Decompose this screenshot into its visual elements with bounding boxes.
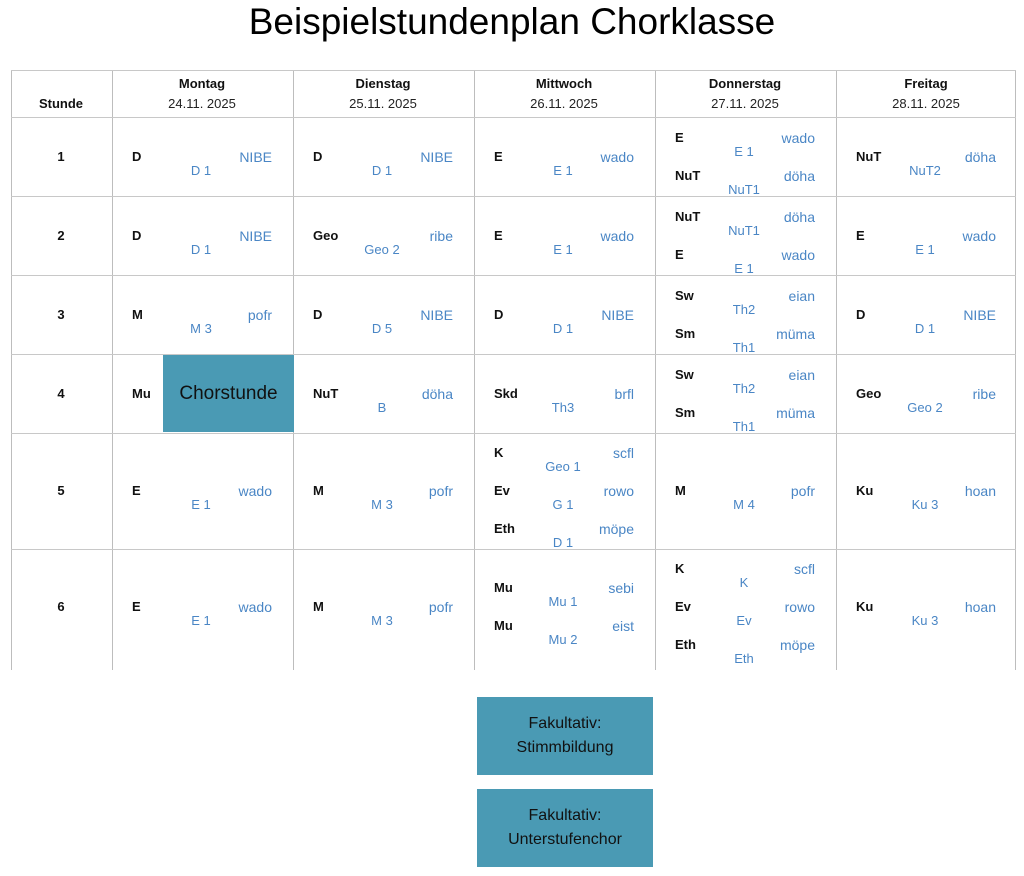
grid-horizontal-line xyxy=(11,117,1016,118)
lesson-room: D 1 xyxy=(552,535,574,550)
lesson-room: B xyxy=(377,399,387,415)
lesson-room: M 3 xyxy=(190,320,212,336)
lesson-subject: Sw xyxy=(675,366,694,382)
grid-horizontal-line xyxy=(11,549,1016,550)
lesson-subject: E xyxy=(132,483,141,498)
lesson-room: D 1 xyxy=(371,162,393,178)
lesson-subject: E xyxy=(494,227,503,243)
lesson-room: G 1 xyxy=(552,497,574,512)
lesson-teacher: rowo xyxy=(603,483,634,499)
day-name-5: Freitag xyxy=(904,76,948,91)
lesson-room: Mu 2 xyxy=(548,632,578,647)
lesson-subject: E xyxy=(675,129,684,145)
hour-number-6: 6 xyxy=(57,599,65,614)
lesson-teacher: sebi xyxy=(608,580,634,596)
day-date-3: 26.11. 2025 xyxy=(530,96,598,111)
lesson-room: E 1 xyxy=(734,260,754,276)
fakultativ-unterstufenchor-line2: Unterstufenchor xyxy=(508,831,622,848)
lesson-room: E 1 xyxy=(191,497,211,512)
lesson-room: K xyxy=(739,575,749,590)
lesson-teacher: pofr xyxy=(790,483,815,499)
lesson-teacher: wado xyxy=(781,246,815,263)
lesson-subject: Geo xyxy=(856,385,882,401)
grid-horizontal-line xyxy=(11,433,1016,434)
lesson-subject: Ev xyxy=(494,483,510,498)
grid-vertical-line xyxy=(655,70,656,670)
lesson-teacher: hoan xyxy=(964,483,996,499)
lesson-room: M 3 xyxy=(371,613,393,628)
grid-vertical-line xyxy=(836,70,837,670)
fakultativ-unterstufenchor-line1: Fakultativ: xyxy=(528,807,602,824)
day-name-1: Montag xyxy=(178,76,226,91)
lesson-teacher: wado xyxy=(238,599,272,615)
lesson-subject: NuT xyxy=(856,148,882,164)
day-date-1: 24.11. 2025 xyxy=(168,96,236,111)
lesson-teacher: scfl xyxy=(794,561,815,577)
lesson-room: M 4 xyxy=(733,497,755,512)
lesson-room: Geo 2 xyxy=(907,399,943,415)
lesson-teacher: NIBE xyxy=(601,306,634,323)
lesson-room: Mu 1 xyxy=(548,594,578,609)
lesson-subject: Mu xyxy=(494,580,513,595)
lesson-teacher: wado xyxy=(962,227,996,244)
lesson-subject: E xyxy=(675,246,684,262)
grid-vertical-line xyxy=(1015,70,1016,670)
grid-vertical-line xyxy=(112,70,113,670)
lesson-teacher: wado xyxy=(600,227,634,244)
lesson-teacher: rowo xyxy=(784,599,815,615)
lesson-subject: E xyxy=(494,148,503,164)
lesson-subject: D xyxy=(132,227,142,243)
lesson-teacher: möpe xyxy=(598,521,634,537)
lesson-room: D 1 xyxy=(914,320,936,336)
lesson-room: E 1 xyxy=(191,613,211,628)
lesson-subject: M xyxy=(313,599,324,614)
fakultativ-stimmbildung-line2: Stimmbildung xyxy=(516,739,614,756)
lesson-teacher: wado xyxy=(781,129,815,146)
lesson-room: NuT1 xyxy=(728,222,760,238)
grid-horizontal-line xyxy=(11,70,1016,71)
lesson-teacher: döha xyxy=(964,148,996,165)
lesson-room: M 3 xyxy=(371,497,393,512)
lesson-subject: Mu xyxy=(494,618,513,633)
header-stunde-label: Stunde xyxy=(38,96,84,111)
lesson-subject: D xyxy=(132,148,142,164)
lesson-room: E 1 xyxy=(553,162,573,178)
day-date-5: 28.11. 2025 xyxy=(892,96,960,111)
lesson-room: E 1 xyxy=(553,241,573,257)
lesson-subject: M xyxy=(132,306,143,322)
lesson-teacher: NIBE xyxy=(239,148,272,165)
lesson-subject: Mu xyxy=(132,385,151,401)
lesson-teacher: NIBE xyxy=(963,306,996,323)
lesson-subject: D xyxy=(313,306,323,322)
day-date-4: 27.11. 2025 xyxy=(711,96,779,111)
lesson-teacher: ribe xyxy=(972,385,996,402)
fakultativ-stimmbildung-line1: Fakultativ: xyxy=(528,715,602,732)
lesson-teacher: döha xyxy=(783,208,815,225)
lesson-subject: Skd xyxy=(494,385,518,401)
lesson-subject: NuT xyxy=(675,167,701,183)
lesson-room: NuT2 xyxy=(909,162,941,178)
lesson-subject: M xyxy=(313,483,324,498)
lesson-teacher: pofr xyxy=(428,599,453,615)
lesson-subject: D xyxy=(313,148,323,164)
lesson-subject: K xyxy=(494,445,504,460)
lesson-teacher: döha xyxy=(783,167,815,184)
lesson-subject: Ku xyxy=(856,599,874,614)
lesson-teacher: eian xyxy=(788,287,815,304)
lesson-room: Ev xyxy=(736,613,752,628)
lesson-subject: Sm xyxy=(675,325,696,341)
lesson-room: D 1 xyxy=(552,320,574,336)
lesson-room: NuT1 xyxy=(728,181,760,197)
lesson-subject: Eth xyxy=(494,521,515,536)
lesson-room: E 1 xyxy=(734,143,754,159)
lesson-subject: M xyxy=(675,483,686,498)
lesson-subject: E xyxy=(856,227,865,243)
lesson-subject: E xyxy=(132,599,141,614)
lesson-room: Ku 3 xyxy=(911,613,939,628)
page-title: Beispielstundenplan Chorklasse xyxy=(248,1,776,42)
hour-number-3: 3 xyxy=(57,306,65,322)
lesson-room: Th3 xyxy=(551,399,575,415)
grid-horizontal-line xyxy=(11,354,1016,355)
lesson-room: Geo 1 xyxy=(545,459,581,474)
grid-vertical-line xyxy=(474,70,475,670)
day-name-3: Mittwoch xyxy=(535,76,593,91)
lesson-room: D 1 xyxy=(190,241,212,257)
day-date-2: 25.11. 2025 xyxy=(349,96,417,111)
lesson-room: Geo 2 xyxy=(364,241,400,257)
day-name-2: Dienstag xyxy=(355,76,411,91)
lesson-teacher: pofr xyxy=(428,483,453,499)
lesson-teacher: ribe xyxy=(429,227,453,244)
lesson-subject: Eth xyxy=(675,637,696,652)
lesson-room: D 1 xyxy=(190,162,212,178)
lesson-teacher: NIBE xyxy=(420,148,453,165)
lesson-teacher: eian xyxy=(788,366,815,383)
timetable-grid xyxy=(11,70,1016,670)
day-name-4: Donnerstag xyxy=(708,76,782,91)
lesson-subject: Ku xyxy=(856,483,874,498)
lesson-teacher: eist xyxy=(612,618,634,634)
hour-number-4: 4 xyxy=(57,385,65,401)
lesson-subject: NuT xyxy=(313,385,339,401)
lesson-subject: NuT xyxy=(675,208,701,224)
lesson-subject: Sm xyxy=(675,404,696,420)
lesson-teacher: NIBE xyxy=(239,227,272,244)
lesson-teacher: scfl xyxy=(613,445,634,461)
lesson-room: D 5 xyxy=(371,320,393,336)
lesson-teacher: müma xyxy=(776,325,815,342)
lesson-teacher: pofr xyxy=(247,306,272,323)
lesson-room: E 1 xyxy=(915,241,935,257)
hour-number-5: 5 xyxy=(57,483,65,498)
lesson-subject: Sw xyxy=(675,287,694,303)
lesson-subject: D xyxy=(494,306,504,322)
lesson-teacher: wado xyxy=(600,148,634,165)
chorstunde-block: Chorstunde xyxy=(163,355,294,432)
lesson-teacher: döha xyxy=(421,385,453,402)
lesson-room: Th1 xyxy=(732,339,756,355)
lesson-room: Eth xyxy=(734,651,754,666)
lesson-teacher: NIBE xyxy=(420,306,453,323)
lesson-teacher: möpe xyxy=(779,637,815,653)
lesson-teacher: hoan xyxy=(964,599,996,615)
lesson-teacher: müma xyxy=(776,404,815,421)
grid-horizontal-line xyxy=(11,275,1016,276)
hour-number-1: 1 xyxy=(57,148,65,164)
grid-horizontal-line xyxy=(11,196,1016,197)
fakultativ-unterstufenchor-block xyxy=(477,789,653,867)
lesson-room: Th2 xyxy=(732,380,756,396)
lesson-subject: Ev xyxy=(675,599,691,614)
lesson-teacher: brfl xyxy=(614,385,634,402)
lesson-room: Th1 xyxy=(732,418,756,434)
hour-number-2: 2 xyxy=(57,227,65,243)
lesson-subject: D xyxy=(856,306,866,322)
fakultativ-stimmbildung-block xyxy=(477,697,653,775)
lesson-subject: Geo xyxy=(313,227,339,243)
lesson-subject: K xyxy=(675,561,685,576)
lesson-teacher: wado xyxy=(238,483,272,499)
lesson-room: Th2 xyxy=(732,301,756,317)
lesson-room: Ku 3 xyxy=(911,497,939,512)
